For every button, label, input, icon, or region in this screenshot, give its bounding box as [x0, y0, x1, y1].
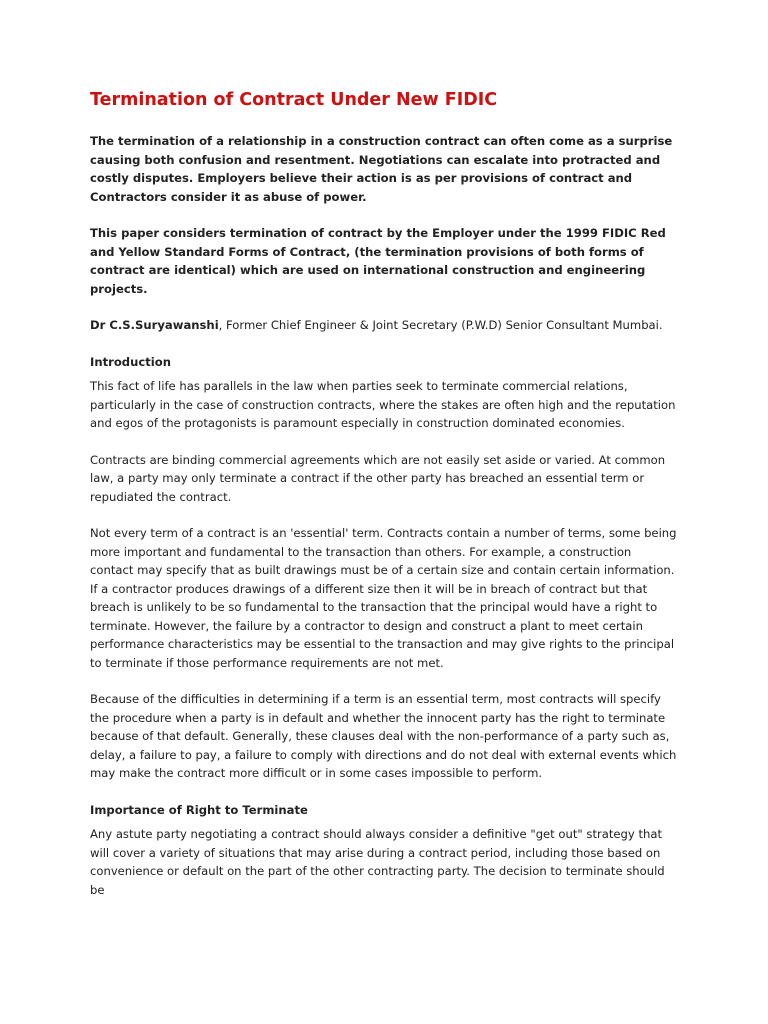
- section-introduction: [90, 353, 678, 783]
- body-paragraph: Not every term of a contract is an 'essential' term. Contracts contain a number of terms, some being more important and fundamental to the transaction than others. For example, a construction contact may specify that as built drawings must be of a certain size and contain certain information. If a contractor produces drawings of a different size then it will be in breach of contract but that breach is unlikely to be so fundamental to the transaction that the principal would have a right to terminate. However, the failure by a contractor to design and construct a plant to meet certain performance characteristics may be essential to the transaction and may give rights to the principal to terminate if those performance requirements are not met.: [90, 526, 677, 670]
- body-paragraph: Contracts are binding commercial agreements which are not easily set aside or varied. At common law, a party may only terminate a contract if the other party has breached an essential term or repudiated the contract.: [90, 452, 666, 504]
- document-title: Termination of Contract Under New FIDIC: [90, 90, 498, 110]
- author-details: , Former Chief Engineer & Joint Secretary (P.W.D) Senior Consultant Mumbai.: [218, 318, 663, 332]
- intro-paragraph-1: The termination of a relationship in a construction contract can often come as a surprise causing both confusion and resentment. Negotiations can escalate into protracted and costly disputes. Employers believe their action is as per provisions of contract and Contractors consider it as abuse of power.: [90, 134, 673, 204]
- author-line: [90, 316, 678, 335]
- body-paragraph: Because of the difficulties in determining if a term is an essential term, most contracts will specify the procedure when a party is in default and whether the innocent party has the right to terminate because of that default. Generally, these clauses deal with the non-performance of a party such as, delay, a failure to pay, a failure to comply with directions and do not deal with external events which may make the contract more difficult or in some cases impossible to perform.: [90, 692, 677, 780]
- section-importance-of-right-to-terminate: [90, 801, 678, 900]
- body-paragraph: Any astute party negotiating a contract should always consider a definitive "get out" strategy that will cover a variety of situations that may arise during a contract period, including those based on convenience or default on the part of the other contracting party. The decision to terminate should be: [90, 827, 665, 897]
- body-paragraph: This fact of life has parallels in the law when parties seek to terminate commercial relations, particularly in the case of construction contracts, where the stakes are often high and the reputation and egos of the protagonists is paramount especially in construction dominated economies.: [90, 379, 676, 430]
- section-heading: Importance of Right to Terminate: [90, 802, 308, 817]
- intro-paragraph-2: This paper considers termination of contract by the Employer under the 1999 FIDIC Red and Yellow Standard Forms of Contract, (the termination provisions of both forms of contract are identical) which are used on international construction and engineering projects.: [90, 226, 666, 296]
- author-name: Dr C.S.Suryawanshi: [90, 318, 219, 332]
- section-heading: Introduction: [90, 354, 171, 369]
- document-page: [90, 88, 678, 917]
